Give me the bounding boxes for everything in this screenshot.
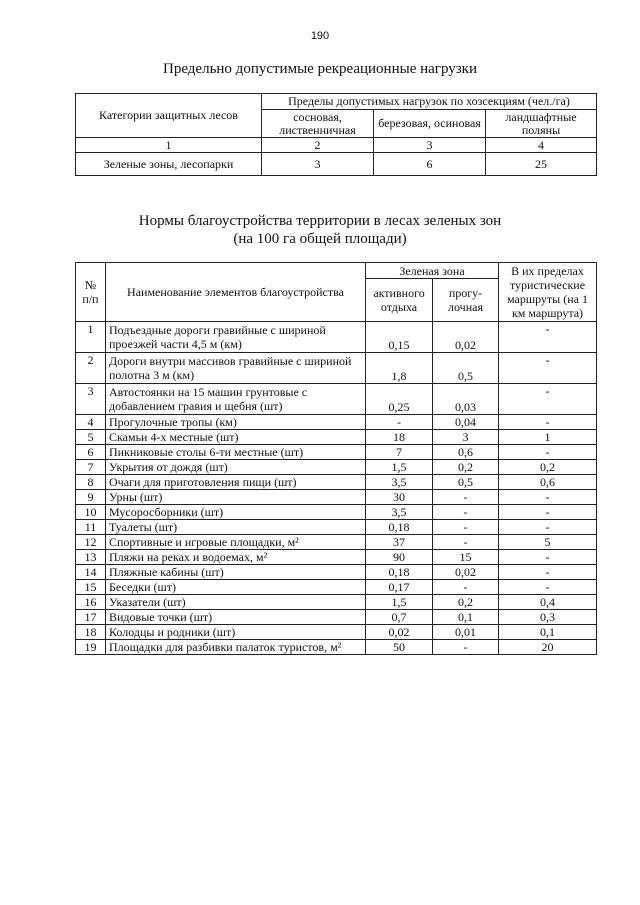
table-row	[76, 430, 597, 445]
cell-active: 0,02	[366, 625, 433, 640]
cell-active: 37	[366, 535, 433, 550]
table-row	[76, 322, 597, 353]
cell-active: 3,5	[366, 505, 433, 520]
cell-name: Дороги внутри массивов гравийные с шириной полотна 3 м (км)	[106, 353, 366, 384]
cell-name: Подъездные дороги гравийные с шириной проезжей части 4,5 м (км)	[106, 322, 366, 353]
cell-number: 1	[76, 322, 106, 353]
cell-tourist: 0,1	[499, 625, 597, 640]
cell-active: 50	[366, 640, 433, 655]
cell-tourist: 1	[499, 430, 597, 445]
table-row	[76, 460, 597, 475]
cell-active: 0,25	[366, 384, 433, 415]
table2-title-line1: Нормы благоустройства территории в лесах зеленых зон	[138, 213, 502, 229]
cell-name: Скамьи 4-х местные (шт)	[106, 430, 366, 445]
cell-name: Автостоянки на 15 машин грунтовые с добавлением гравия и щебня (шт)	[106, 384, 366, 415]
cell-active: 90	[366, 550, 433, 565]
cell-tourist: 0,2	[499, 460, 597, 475]
header-num: № п/п	[76, 263, 106, 322]
cell-active: 0,15	[366, 322, 433, 353]
cell-tourist: 0,3	[499, 610, 597, 625]
cell-name: Пляжи на реках и водоемах, м²	[106, 550, 366, 565]
cell-tourist: -	[499, 580, 597, 595]
table-row	[76, 153, 597, 176]
cell-number: 4	[76, 415, 106, 430]
cell-name: Колодцы и родники (шт)	[106, 625, 366, 640]
header-walking: прогу-лочная	[433, 279, 499, 322]
cell-active: 0,7	[366, 610, 433, 625]
table-row	[76, 565, 597, 580]
cell-walking: -	[433, 535, 499, 550]
table-row	[76, 595, 597, 610]
table-row	[76, 384, 597, 415]
cell-walking: -	[433, 490, 499, 505]
header-category: Категории защитных лесов	[76, 94, 262, 138]
column-number: 4	[486, 138, 597, 153]
cell-walking: 0,03	[433, 384, 499, 415]
cell-tourist: 0,4	[499, 595, 597, 610]
cell-walking: 0,2	[433, 595, 499, 610]
page-number: 190	[310, 30, 330, 42]
cell-active: 7	[366, 445, 433, 460]
table-row	[76, 475, 597, 490]
cell-walking: 0,2	[433, 460, 499, 475]
cell-number: 5	[76, 430, 106, 445]
cell-active: 1,5	[366, 595, 433, 610]
table-row	[76, 415, 597, 430]
cell-tourist: -	[499, 520, 597, 535]
cell-number: 8	[76, 475, 106, 490]
cell-number: 9	[76, 490, 106, 505]
cell-tourist: -	[499, 505, 597, 520]
table-row	[76, 610, 597, 625]
cell-walking: -	[433, 640, 499, 655]
cell-name: Урны (шт)	[106, 490, 366, 505]
cell-active: 0,18	[366, 565, 433, 580]
cell-walking: 0,1	[433, 610, 499, 625]
cell-tourist: -	[499, 445, 597, 460]
cell-tourist: 0,6	[499, 475, 597, 490]
cell-walking: 15	[433, 550, 499, 565]
cell-number: 19	[76, 640, 106, 655]
cell-number: 10	[76, 505, 106, 520]
cell-name: Площадки для разбивки палаток туристов, м²	[106, 640, 366, 655]
column-number: 3	[374, 138, 486, 153]
table-row	[76, 353, 597, 384]
table-body	[76, 322, 597, 655]
table-row	[76, 580, 597, 595]
table-row	[76, 550, 597, 565]
cell-number: 18	[76, 625, 106, 640]
header-meadow: ландшафтные поляны	[486, 110, 597, 138]
table-row	[76, 520, 597, 535]
cell-tourist: -	[499, 353, 597, 384]
cell-number: 12	[76, 535, 106, 550]
cell-value: 3	[262, 153, 374, 176]
table-row	[76, 625, 597, 640]
cell-number: 15	[76, 580, 106, 595]
table-row	[76, 505, 597, 520]
cell-walking: 3	[433, 430, 499, 445]
cell-walking: 0,02	[433, 322, 499, 353]
cell-category: Зеленые зоны, лесопарки	[76, 153, 262, 176]
cell-active: 0,17	[366, 580, 433, 595]
cell-number: 16	[76, 595, 106, 610]
cell-name: Видовые точки (шт)	[106, 610, 366, 625]
header-green-zone: Зеленая зона	[366, 263, 499, 279]
cell-walking: 0,01	[433, 625, 499, 640]
table-row	[76, 445, 597, 460]
cell-name: Указатели (шт)	[106, 595, 366, 610]
cell-name: Спортивные и игровые площадки, м²	[106, 535, 366, 550]
cell-walking: 0,04	[433, 415, 499, 430]
cell-walking: 0,02	[433, 565, 499, 580]
cell-active: -	[366, 415, 433, 430]
column-number: 1	[76, 138, 262, 153]
cell-tourist: -	[499, 490, 597, 505]
column-number: 2	[262, 138, 374, 153]
header-active-rest: активного отдыха	[366, 279, 433, 322]
cell-number: 14	[76, 565, 106, 580]
cell-tourist: -	[499, 550, 597, 565]
cell-name: Пляжные кабины (шт)	[106, 565, 366, 580]
cell-walking: -	[433, 520, 499, 535]
cell-tourist: 20	[499, 640, 597, 655]
cell-number: 6	[76, 445, 106, 460]
cell-number: 11	[76, 520, 106, 535]
cell-name: Укрытия от дождя (шт)	[106, 460, 366, 475]
table2-title	[0, 212, 640, 248]
table-row	[76, 490, 597, 505]
cell-active: 18	[366, 430, 433, 445]
cell-number: 7	[76, 460, 106, 475]
cell-active: 0,18	[366, 520, 433, 535]
header-tourist-routes: В их пределах туристические маршруты (на 1 км маршрута)	[499, 263, 597, 322]
cell-tourist: 5	[499, 535, 597, 550]
table2-title-line2: (на 100 га общей площади)	[233, 231, 407, 247]
cell-walking: 0,5	[433, 475, 499, 490]
cell-tourist: -	[499, 322, 597, 353]
cell-walking: -	[433, 505, 499, 520]
cell-name: Туалеты (шт)	[106, 520, 366, 535]
cell-name: Беседки (шт)	[106, 580, 366, 595]
improvement-norms-table	[75, 262, 597, 655]
header-load-limits: Пределы допустимых нагрузок по хозсекциям (чел./га)	[262, 94, 597, 110]
cell-active: 1,8	[366, 353, 433, 384]
cell-number: 17	[76, 610, 106, 625]
header-pine: сосновая, лиственничная	[262, 110, 374, 138]
cell-active: 30	[366, 490, 433, 505]
recreation-load-table	[75, 93, 597, 176]
cell-value: 6	[374, 153, 486, 176]
cell-number: 13	[76, 550, 106, 565]
cell-tourist: -	[499, 565, 597, 580]
cell-value: 25	[486, 153, 597, 176]
cell-walking: 0,6	[433, 445, 499, 460]
header-birch: березовая, осиновая	[374, 110, 486, 138]
cell-active: 3,5	[366, 475, 433, 490]
cell-active: 1,5	[366, 460, 433, 475]
cell-name: Прогулочные тропы (км)	[106, 415, 366, 430]
cell-tourist: -	[499, 415, 597, 430]
cell-number: 2	[76, 353, 106, 384]
cell-tourist: -	[499, 384, 597, 415]
table1-title: Предельно допустимые рекреационные нагрузки	[163, 61, 477, 77]
table-row	[76, 535, 597, 550]
header-name: Наименование элементов благоустройства	[106, 263, 366, 322]
cell-name: Очаги для приготовления пищи (шт)	[106, 475, 366, 490]
cell-walking: 0,5	[433, 353, 499, 384]
cell-walking: -	[433, 580, 499, 595]
cell-name: Мусоросборники (шт)	[106, 505, 366, 520]
cell-name: Пикниковые столы 6-ти местные (шт)	[106, 445, 366, 460]
cell-number: 3	[76, 384, 106, 415]
table-row	[76, 640, 597, 655]
